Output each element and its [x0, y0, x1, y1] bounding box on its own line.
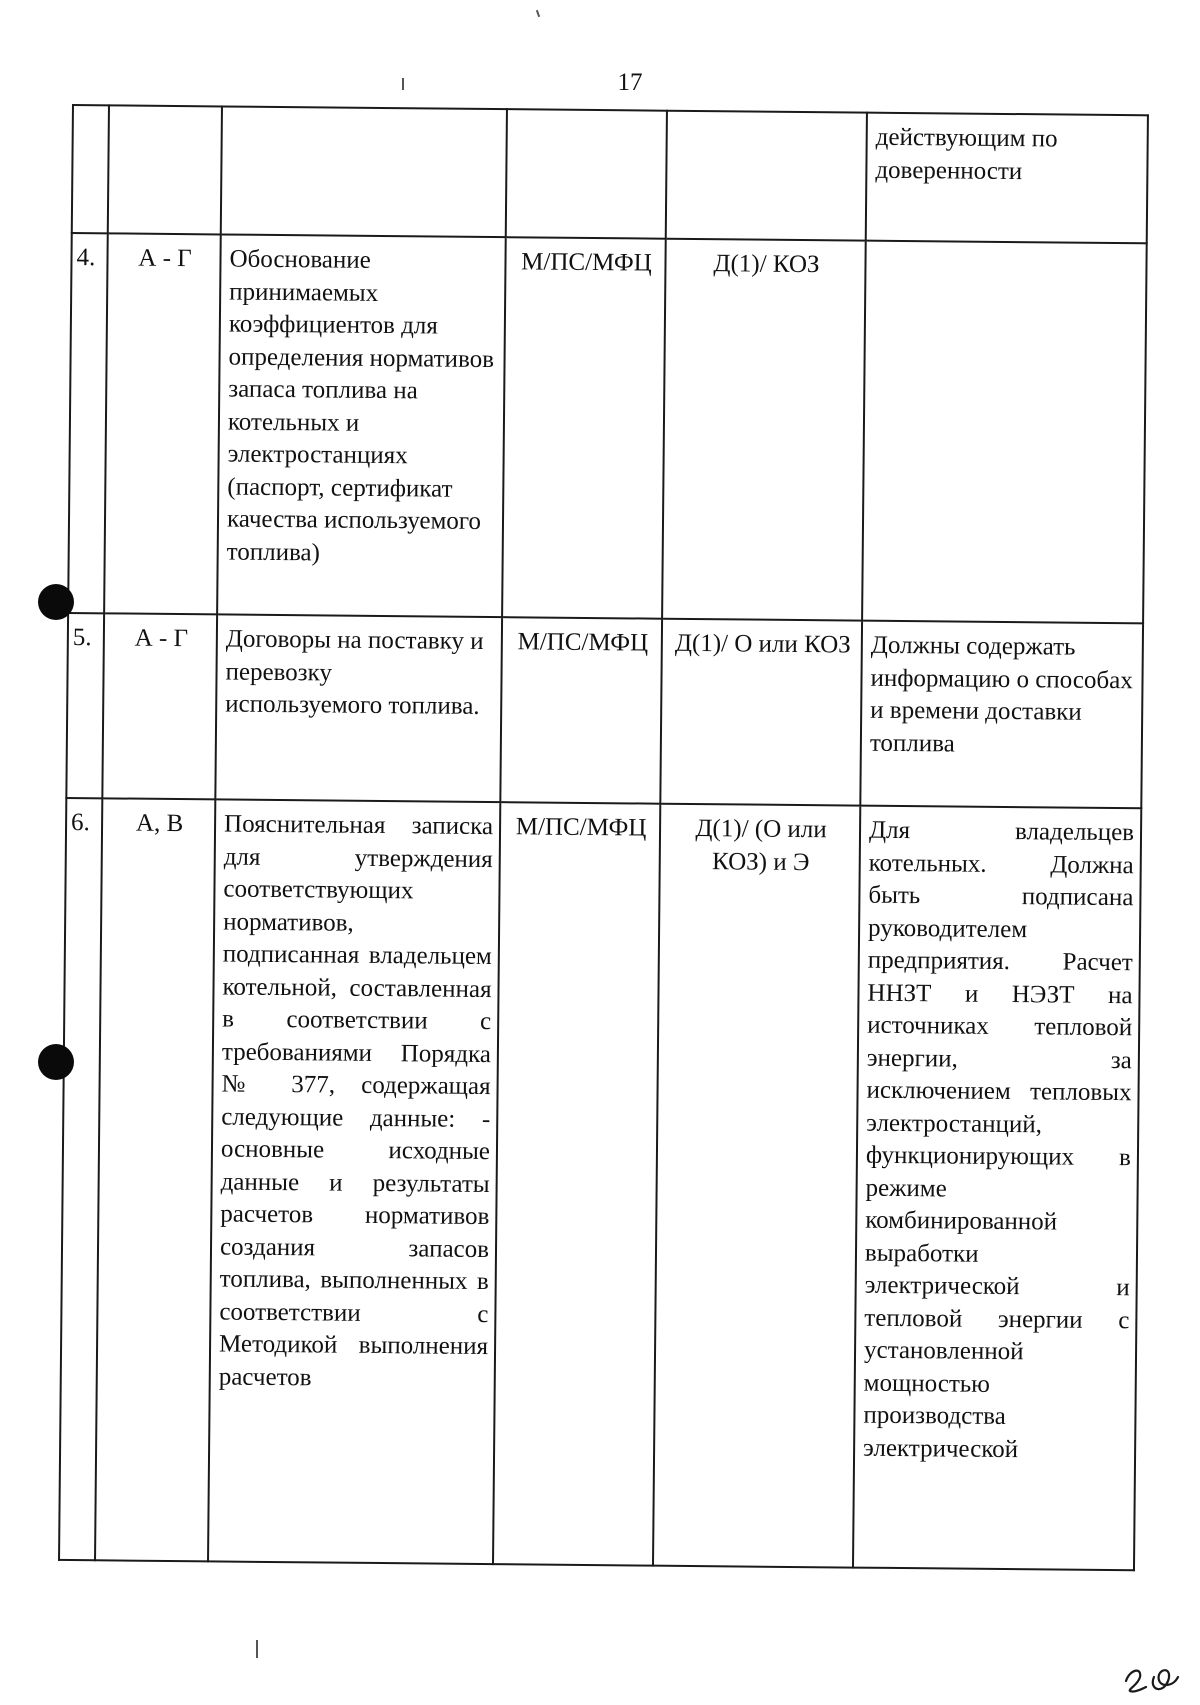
table-row [59, 798, 1141, 1570]
requirement-cell: Д(1)/ (О или КОЗ) и Э [653, 804, 860, 1568]
row-number-cell: 6. [59, 798, 102, 1560]
category-cell [108, 105, 222, 234]
format-cell: М/ПС/МФЦ [493, 802, 660, 1566]
handwritten-page-mark [1120, 1655, 1180, 1695]
note-cell [862, 241, 1147, 624]
table-row [66, 613, 1143, 808]
table-row [68, 233, 1147, 623]
scan-mark [402, 78, 404, 90]
page-number: 17 [617, 69, 643, 96]
format-cell [506, 109, 667, 239]
format-cell: М/ПС/МФЦ [500, 617, 662, 804]
note-cell: действующим по доверенности [866, 113, 1148, 244]
note-cell: Для владельцев котельных. Должна быть подписана руководителем предприятия. Расчет ННЗТ и НЭЗТ на источниках тепловой энергии, за исключением тепловых электростанций, функционирующих в режиме комбинированной выработки электрической и тепловой энергии с установленной мощностью производства электрической [853, 806, 1141, 1571]
table-row [72, 105, 1148, 243]
document-cell: Обоснование принимаемых коэффициентов для определения нормативов запаса топлива на котельных и электростанциях (паспорт, сертификат качества используемого топлива) [217, 234, 506, 617]
scan-mark [536, 10, 540, 17]
category-cell: А, В [95, 798, 215, 1561]
scan-mark [256, 1640, 258, 1658]
row-number-cell [72, 105, 109, 233]
requirement-cell: Д(1)/ КОЗ [662, 239, 866, 621]
punch-hole [38, 584, 74, 620]
document-cell: Пояснительная записка для утверждения соответствующих нормативов, подписанная владельцем котельной, составленная в соответствии с требованиями Порядка № 377, содержащая следующие данные: - основные исходные данные и результаты расчетов нормативов создания запасов топлива, выполненных в соответствии с Методикой выполнения расчетов [208, 799, 500, 1564]
row-number-cell: 5. [66, 613, 104, 798]
note-cell: Должны содержать информацию о способах и времени доставки топлива [860, 621, 1143, 809]
category-cell: А - Г [102, 613, 217, 799]
document-cell [221, 106, 507, 237]
format-cell: М/ПС/МФЦ [502, 237, 666, 619]
punch-hole [38, 1044, 74, 1080]
requirement-cell [666, 111, 867, 241]
document-cell: Договоры на поставку и перевозку используемого топлива. [215, 614, 502, 802]
row-number-cell: 4. [68, 233, 108, 613]
requirement-cell: Д(1)/ О или КОЗ [660, 619, 862, 806]
category-cell: А - Г [104, 233, 221, 614]
requirements-table [58, 104, 1149, 1571]
